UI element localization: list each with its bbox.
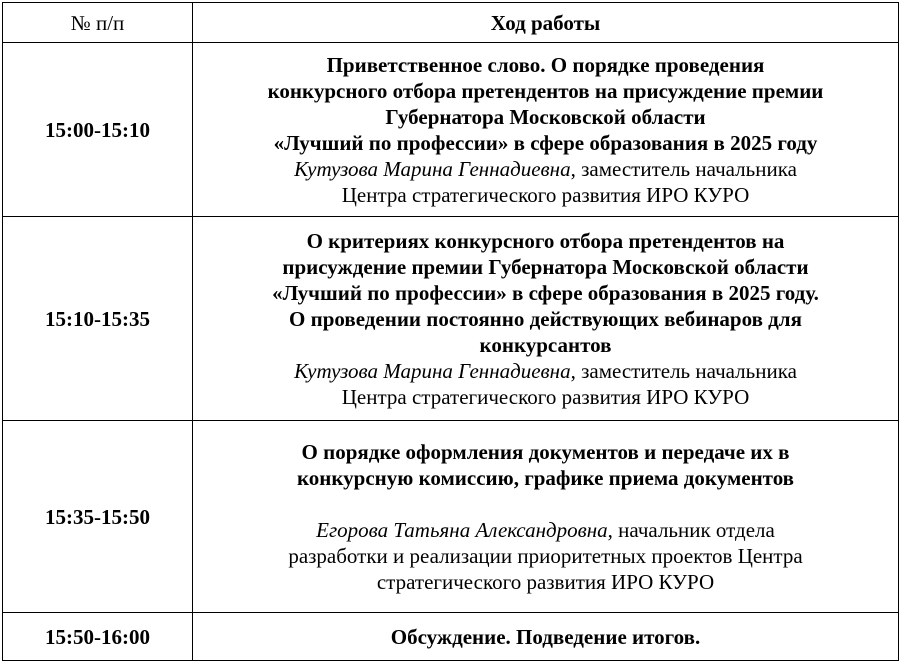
spacer <box>197 491 894 517</box>
topic-line: присуждение премии Губернатора Московской области <box>282 254 809 279</box>
speaker-name: Егорова Татьяна Александровна <box>316 517 608 542</box>
speaker-name: Кутузова Марина Геннадиевна <box>294 358 571 383</box>
speaker-role-rest: разработки и реализации приоритетных проектов Центра <box>288 543 803 568</box>
speaker-role-rest: Центра стратегического развития ИРО КУРО <box>341 182 750 207</box>
table-row <box>3 421 899 613</box>
speaker-role: , начальник отдела <box>607 517 775 542</box>
topic-line: конкурсантов <box>479 332 612 357</box>
speaker-role: , заместитель начальника <box>570 358 797 383</box>
header-number: № п/п <box>3 3 193 43</box>
agenda-table <box>2 2 899 661</box>
speaker-line <box>294 157 797 181</box>
row-time: 15:50-16:00 <box>3 613 193 661</box>
topic-line: «Лучший по профессии» в сфере образования в 2025 году <box>273 130 818 155</box>
topic-title <box>197 439 894 491</box>
topic-line: О критериях конкурсного отбора претендентов на <box>306 228 785 253</box>
speaker-role-rest: Центра стратегического развития ИРО КУРО <box>341 384 750 409</box>
speaker <box>197 517 894 595</box>
header-work: Ход работы <box>193 3 899 43</box>
row-content <box>193 613 899 661</box>
row-content <box>193 421 899 613</box>
speaker-line <box>316 518 775 542</box>
topic-line: «Лучший по профессии» в сфере образования в 2025 году. <box>272 280 819 305</box>
topic-line: О проведении постоянно действующих вебинаров для <box>289 306 802 331</box>
table-row <box>3 43 899 217</box>
topic-line: Приветственное слово. О порядке проведения <box>326 52 765 77</box>
topic-line: конкурсную комиссию, графике приема документов <box>296 465 795 490</box>
speaker-line <box>294 359 797 383</box>
topic-line: конкурсного отбора претендентов на присуждение премии <box>267 78 824 103</box>
speaker-role: , заместитель начальника <box>570 156 797 181</box>
table-row <box>3 613 899 661</box>
table-header-row <box>3 3 899 43</box>
row-time: 15:00-15:10 <box>3 43 193 217</box>
topic-title <box>197 228 894 358</box>
topic-line: Губернатора Московской области <box>385 104 706 129</box>
topic-line: О порядке оформления документов и передаче их в <box>301 439 790 464</box>
topic-title <box>197 52 894 156</box>
row-content <box>193 43 899 217</box>
speaker-role-rest: стратегического развития ИРО КУРО <box>376 569 715 594</box>
row-time: 15:10-15:35 <box>3 217 193 421</box>
row-time: 15:35-15:50 <box>3 421 193 613</box>
row-content <box>193 217 899 421</box>
speaker <box>197 156 894 208</box>
table-row <box>3 217 899 421</box>
speaker <box>197 358 894 410</box>
topic-title: Обсуждение. Подведение итогов. <box>390 624 701 649</box>
speaker-name: Кутузова Марина Геннадиевна <box>294 156 571 181</box>
